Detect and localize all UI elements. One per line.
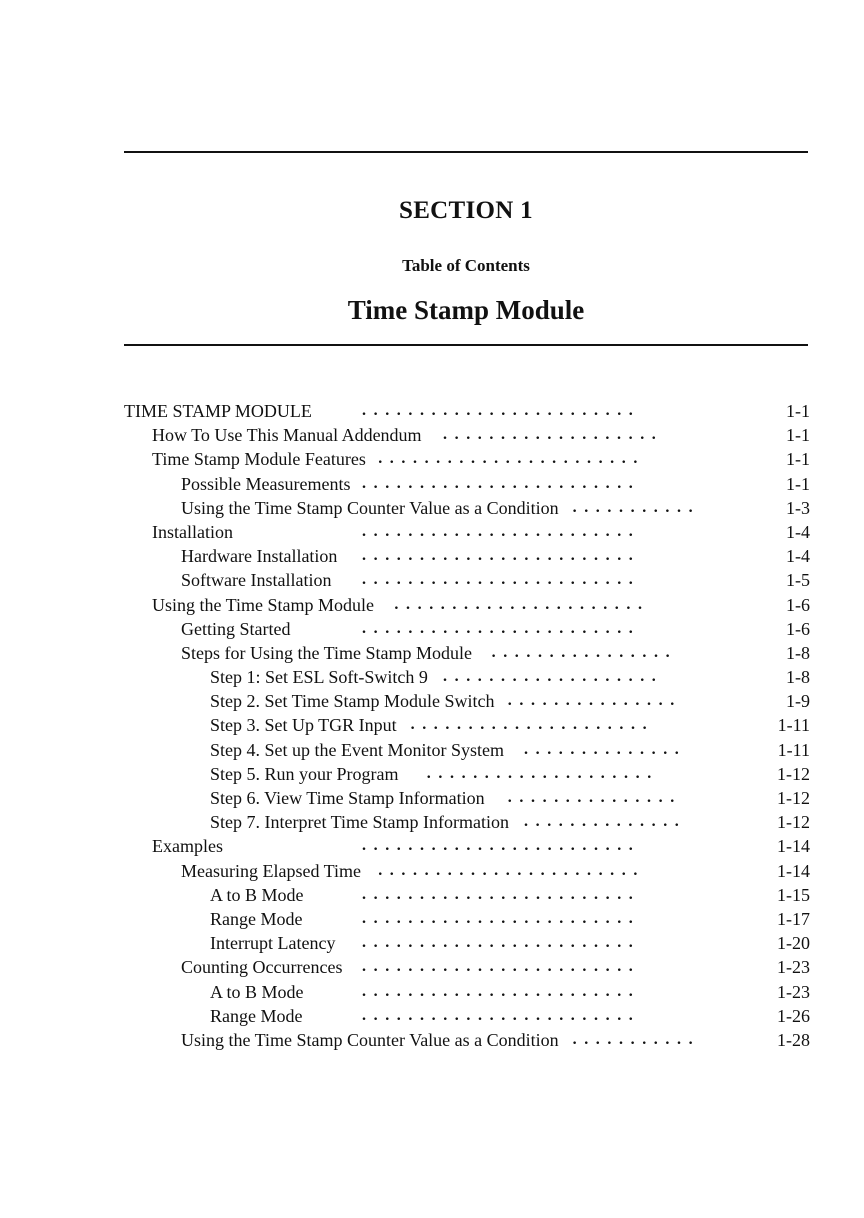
toc-leader-dots: ........................ xyxy=(362,402,641,419)
toc-entry-page: 1-5 xyxy=(786,570,810,591)
toc-entry-label: Using the Time Stamp Counter Value as a Condition xyxy=(181,497,559,518)
toc-entry-label: Range Mode xyxy=(210,1005,303,1026)
toc-entry[interactable] xyxy=(0,834,864,858)
toc-entry-label: Step 7. Interpret Time Stamp Information xyxy=(210,812,509,833)
toc-entry-label: Examples xyxy=(152,836,223,857)
toc-entry-label: Getting Started xyxy=(181,618,291,639)
toc-entry-page: 1-9 xyxy=(786,691,810,712)
toc-entry-page: 1-23 xyxy=(777,957,810,978)
toc-entry[interactable] xyxy=(0,1004,864,1028)
toc-leader-dots: ....................... xyxy=(378,450,645,468)
toc-entry-label: A to B Mode xyxy=(210,981,304,1002)
toc-entry-label: A to B Mode xyxy=(210,884,304,905)
toc-leader-dots: ........... xyxy=(572,498,701,516)
toc-leader-dots: ........................ xyxy=(362,619,641,637)
toc-entry-label: Steps for Using the Time Stamp Module xyxy=(181,642,473,663)
toc-entry[interactable] xyxy=(0,786,864,810)
toc-leader-dots: ........... xyxy=(572,1030,701,1048)
toc-entry-page: 1-8 xyxy=(786,667,810,688)
toc-entry-label: Step 3. Set Up TGR Input xyxy=(210,715,397,736)
bottom-rule xyxy=(124,344,808,346)
toc-entry-label: Using the Time Stamp Module xyxy=(152,594,375,615)
toc-entry-label: Step 1: Set ESL Soft-Switch 9 xyxy=(210,667,428,688)
toc-entry-page: 1-8 xyxy=(786,642,810,663)
toc-entry-page: 1-12 xyxy=(777,788,810,808)
toc-entry-page: 1-1 xyxy=(786,473,810,494)
toc-entry-page: 1-12 xyxy=(777,763,810,784)
toc-entry-label: Step 2. Set Time Stamp Module Switch xyxy=(210,691,495,712)
toc-leader-dots: .............. xyxy=(524,813,687,831)
toc-entry[interactable] xyxy=(0,447,864,471)
toc-entry-label: Step 5. Run your Program xyxy=(210,763,399,784)
toc-entry[interactable] xyxy=(0,568,864,592)
toc-leader-dots: .................... xyxy=(426,764,659,782)
toc-leader-dots: ........................ xyxy=(362,571,641,589)
toc-entry[interactable] xyxy=(0,617,864,641)
toc-entry-label: Counting Occurrences xyxy=(181,957,343,978)
toc-entry-page: 1-11 xyxy=(777,715,810,736)
toc-leader-dots: ................ xyxy=(491,643,678,661)
toc-entry[interactable] xyxy=(0,883,864,907)
toc-entry[interactable] xyxy=(0,859,864,883)
toc-entry-page: 1-12 xyxy=(777,812,810,833)
toc-leader-dots: .............. xyxy=(524,740,687,758)
toc-leader-dots: ........................ xyxy=(362,837,641,855)
toc-entry-page: 1-14 xyxy=(777,860,810,881)
toc-entry-label: Measuring Elapsed Time xyxy=(181,860,361,881)
toc-entry-page: 1-11 xyxy=(777,739,810,760)
toc-entry[interactable] xyxy=(0,931,864,955)
toc-leader-dots: ...................... xyxy=(394,595,650,613)
toc-entry[interactable] xyxy=(0,762,864,786)
toc-leader-dots: ................... xyxy=(443,426,664,444)
toc-entry-page: 1-15 xyxy=(777,884,810,905)
toc-entry-label: TIME STAMP MODULE xyxy=(124,401,312,421)
toc-heading: Table of Contents xyxy=(402,256,530,275)
toc-entry[interactable] xyxy=(0,980,864,1004)
toc-entry-page: 1-1 xyxy=(786,401,810,421)
toc-entry-page: 1-20 xyxy=(777,933,810,954)
toc-entry[interactable] xyxy=(0,907,864,931)
toc-entry[interactable] xyxy=(0,713,864,737)
toc-entry-label: Hardware Installation xyxy=(181,546,338,567)
toc-entry-page: 1-3 xyxy=(786,497,810,518)
toc-entry[interactable] xyxy=(0,689,864,713)
toc-leader-dots: ........................ xyxy=(362,1006,641,1024)
toc-entry-page: 1-17 xyxy=(777,908,810,929)
toc-entry-page: 1-26 xyxy=(777,1005,810,1026)
toc-leader-dots: ........................ xyxy=(362,474,641,492)
toc-entry-page: 1-6 xyxy=(786,618,810,639)
toc-leader-dots: ............... xyxy=(507,692,682,710)
module-title: Time Stamp Module xyxy=(347,295,585,325)
toc-leader-dots: ................... xyxy=(443,668,664,686)
toc-entry-page: 1-1 xyxy=(786,449,810,470)
toc-entry-label: Step 6. View Time Stamp Information xyxy=(210,788,485,808)
toc-leader-dots: ........................ xyxy=(362,934,641,952)
toc-entry[interactable] xyxy=(0,544,864,568)
toc-entry-page: 1-28 xyxy=(777,1029,810,1050)
toc-entry-label: Using the Time Stamp Counter Value as a Condition xyxy=(181,1029,559,1050)
toc-entry-label: Software Installation xyxy=(181,570,332,591)
toc-entry[interactable] xyxy=(0,810,864,834)
table-of-contents xyxy=(0,399,864,1052)
toc-entry[interactable] xyxy=(0,520,864,544)
toc-entry[interactable] xyxy=(0,399,864,423)
top-rule xyxy=(124,151,808,153)
section-title: SECTION 1 xyxy=(399,197,533,224)
toc-leader-dots: ....................... xyxy=(378,861,645,879)
toc-entry[interactable] xyxy=(0,496,864,520)
toc-entry[interactable] xyxy=(0,665,864,689)
toc-leader-dots: ............... xyxy=(507,789,682,806)
toc-leader-dots: ........................ xyxy=(362,958,641,976)
toc-leader-dots: ........................ xyxy=(362,909,641,927)
toc-entry-label: Step 4. Set up the Event Monitor System xyxy=(210,739,504,760)
toc-entry-label: Installation xyxy=(152,521,233,542)
toc-entry[interactable] xyxy=(0,423,864,447)
toc-entry-label: Interrupt Latency xyxy=(210,933,336,954)
toc-leader-dots: ........................ xyxy=(362,547,641,565)
toc-entry[interactable] xyxy=(0,641,864,665)
toc-entry-page: 1-23 xyxy=(777,981,810,1002)
toc-leader-dots: ..................... xyxy=(410,716,655,734)
toc-entry-page: 1-4 xyxy=(786,521,810,542)
toc-entry-label: How To Use This Manual Addendum xyxy=(152,425,422,446)
toc-entry-page: 1-6 xyxy=(786,594,810,615)
toc-entry-label: Possible Measurements xyxy=(181,473,351,494)
toc-leader-dots: ........................ xyxy=(362,885,641,903)
toc-entry[interactable] xyxy=(0,955,864,979)
toc-entry-page: 1-14 xyxy=(777,836,810,857)
toc-entry[interactable] xyxy=(0,1028,864,1052)
toc-leader-dots: ........................ xyxy=(362,982,641,1000)
toc-entry[interactable] xyxy=(0,472,864,496)
toc-entry-label: Time Stamp Module Features xyxy=(152,449,366,470)
toc-entry-page: 1-1 xyxy=(786,425,810,446)
toc-entry[interactable] xyxy=(0,593,864,617)
toc-entry-page: 1-4 xyxy=(786,546,810,567)
toc-entry-label: Range Mode xyxy=(210,908,303,929)
toc-entry[interactable] xyxy=(0,738,864,762)
toc-leader-dots: ........................ xyxy=(362,522,641,540)
